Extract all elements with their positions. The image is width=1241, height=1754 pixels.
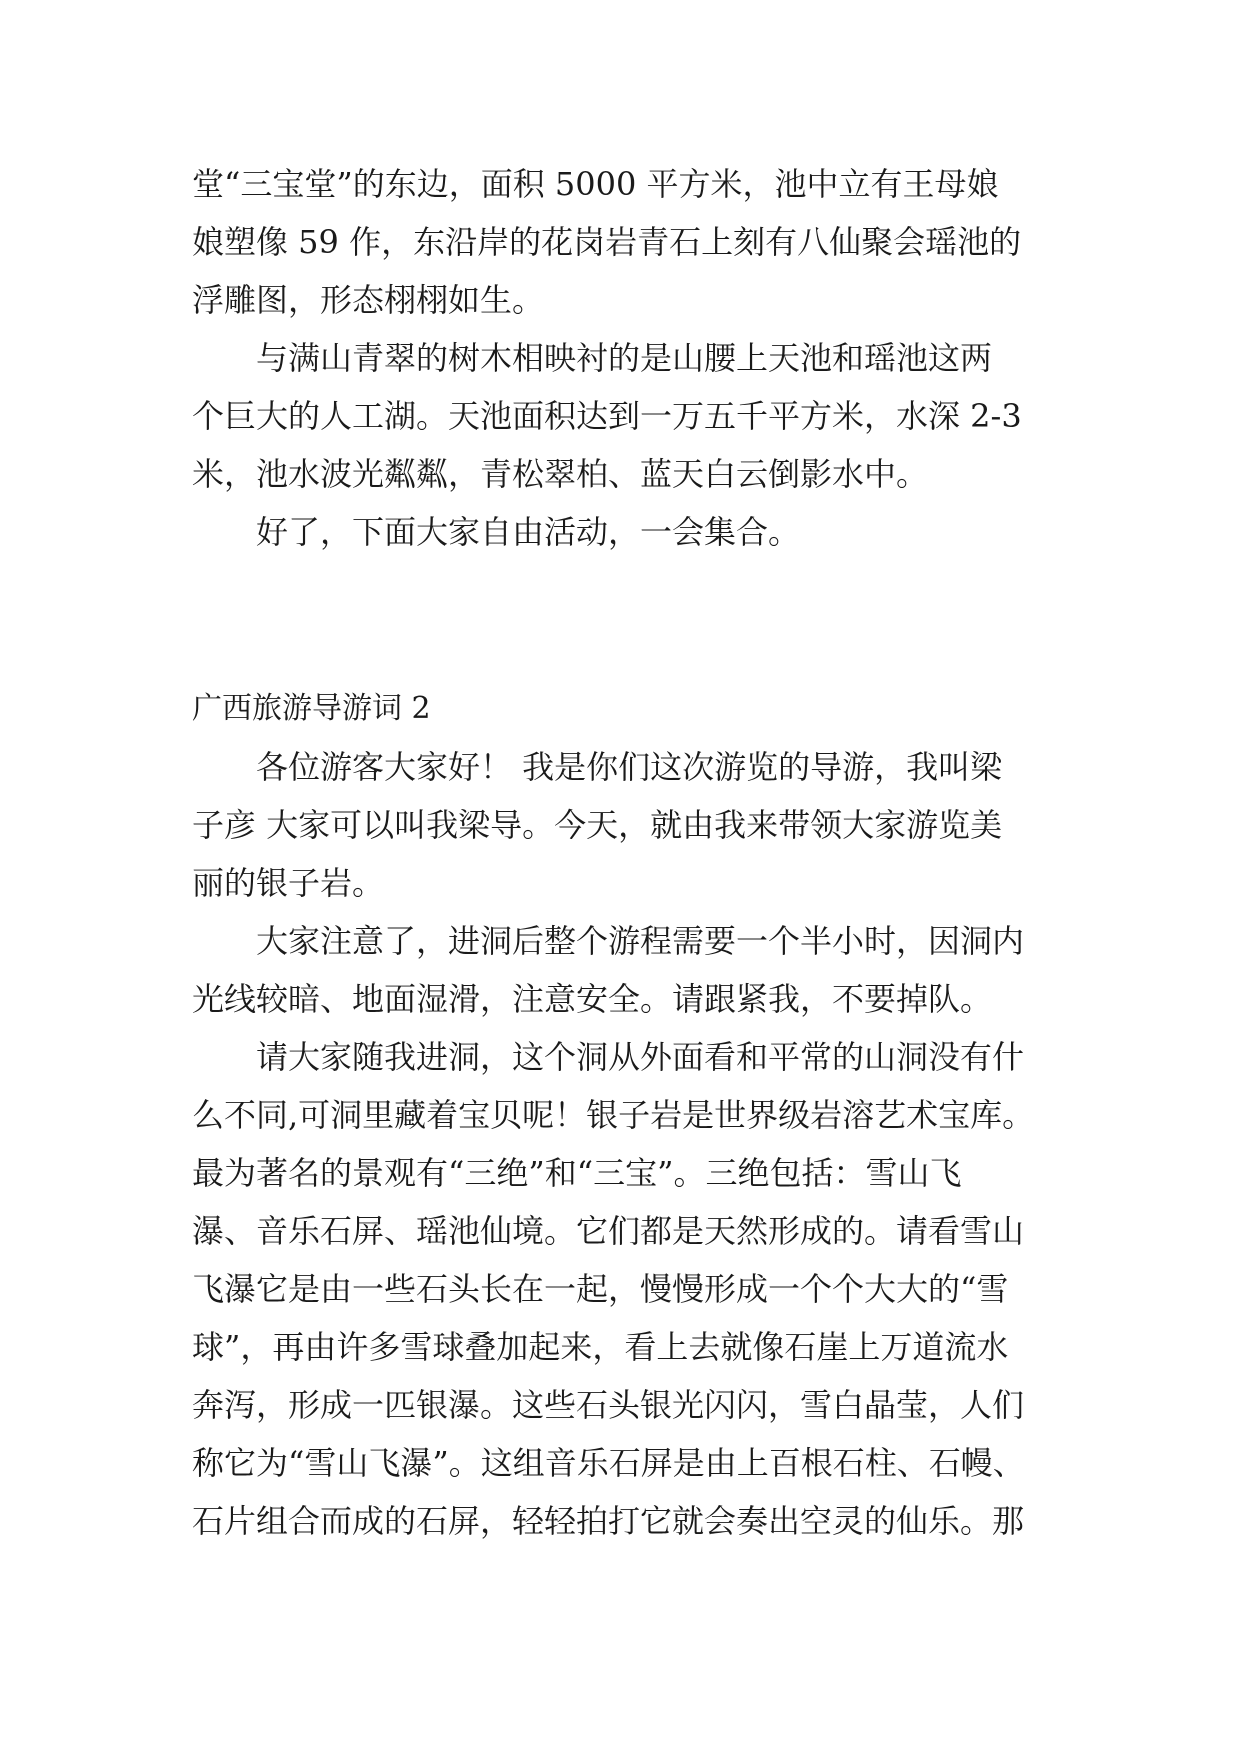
- paragraph-line: 米，池水波光粼粼，青松翠柏、蓝天白云倒影水中。: [192, 455, 929, 493]
- paragraph-line: 大家注意了，进洞后整个游程需要一个半小时，因洞内: [256, 922, 1025, 960]
- paragraph-line: 瀑、音乐石屏、瑶池仙境。它们都是天然形成的。请看雪山: [192, 1212, 1025, 1250]
- paragraph-line: 石片组合而成的石屏，轻轻拍打它就会奏出空灵的仙乐。那: [192, 1502, 1025, 1540]
- paragraph-line: 与满山青翠的树木相映衬的是山腰上天池和瑶池这两: [256, 339, 993, 377]
- paragraph-line: 浮雕图，形态栩栩如生。: [192, 281, 545, 319]
- paragraph-line: 称它为“雪山飞瀑”。这组音乐石屏是由上百根石柱、石幔、: [192, 1444, 1025, 1482]
- paragraph-line: 子彦 大家可以叫我梁导。今天，就由我来带领大家游览美: [192, 806, 1003, 844]
- paragraph-line: 堂“三宝堂”的东边，面积 5000 平方米，池中立有王母娘: [192, 165, 999, 203]
- paragraph-line: 球”，再由许多雪球叠加起来，看上去就像石崖上万道流水: [192, 1328, 1009, 1366]
- paragraph-line: 各位游客大家好！ 我是你们这次游览的导游，我叫梁: [256, 748, 1003, 786]
- paragraph-line: 奔泻，形成一匹银瀑。这些石头银光闪闪，雪白晶莹，人们: [192, 1386, 1025, 1424]
- paragraph-line: 好了，下面大家自由活动，一会集合。: [256, 513, 801, 551]
- paragraph-line: 娘塑像 59 作，东沿岸的花岗岩青石上刻有八仙聚会瑶池的: [192, 223, 1022, 261]
- paragraph-line: 光线较暗、地面湿滑，注意安全。请跟紧我，不要掉队。: [192, 980, 993, 1018]
- paragraph-line: 飞瀑它是由一些石头长在一起，慢慢形成一个个大大的“雪: [192, 1270, 1009, 1308]
- top-section: [192, 155, 1062, 561]
- section-title: 广西旅游导游词 2: [192, 691, 431, 726]
- second-section: [192, 680, 1062, 1550]
- paragraph-line: 丽的银子岩。: [192, 864, 385, 902]
- paragraph-line: 最为著名的景观有“三绝”和“三宝”。三绝包括：雪山飞: [192, 1154, 962, 1192]
- paragraph-line: 么不同,可洞里藏着宝贝呢！银子岩是世界级岩溶艺术宝库。: [192, 1096, 1035, 1134]
- paragraph-line: 个巨大的人工湖。天池面积达到一万五千平方米，水深 2-3: [192, 397, 1022, 435]
- paragraph-line: 请大家随我进洞，这个洞从外面看和平常的山洞没有什: [256, 1038, 1025, 1076]
